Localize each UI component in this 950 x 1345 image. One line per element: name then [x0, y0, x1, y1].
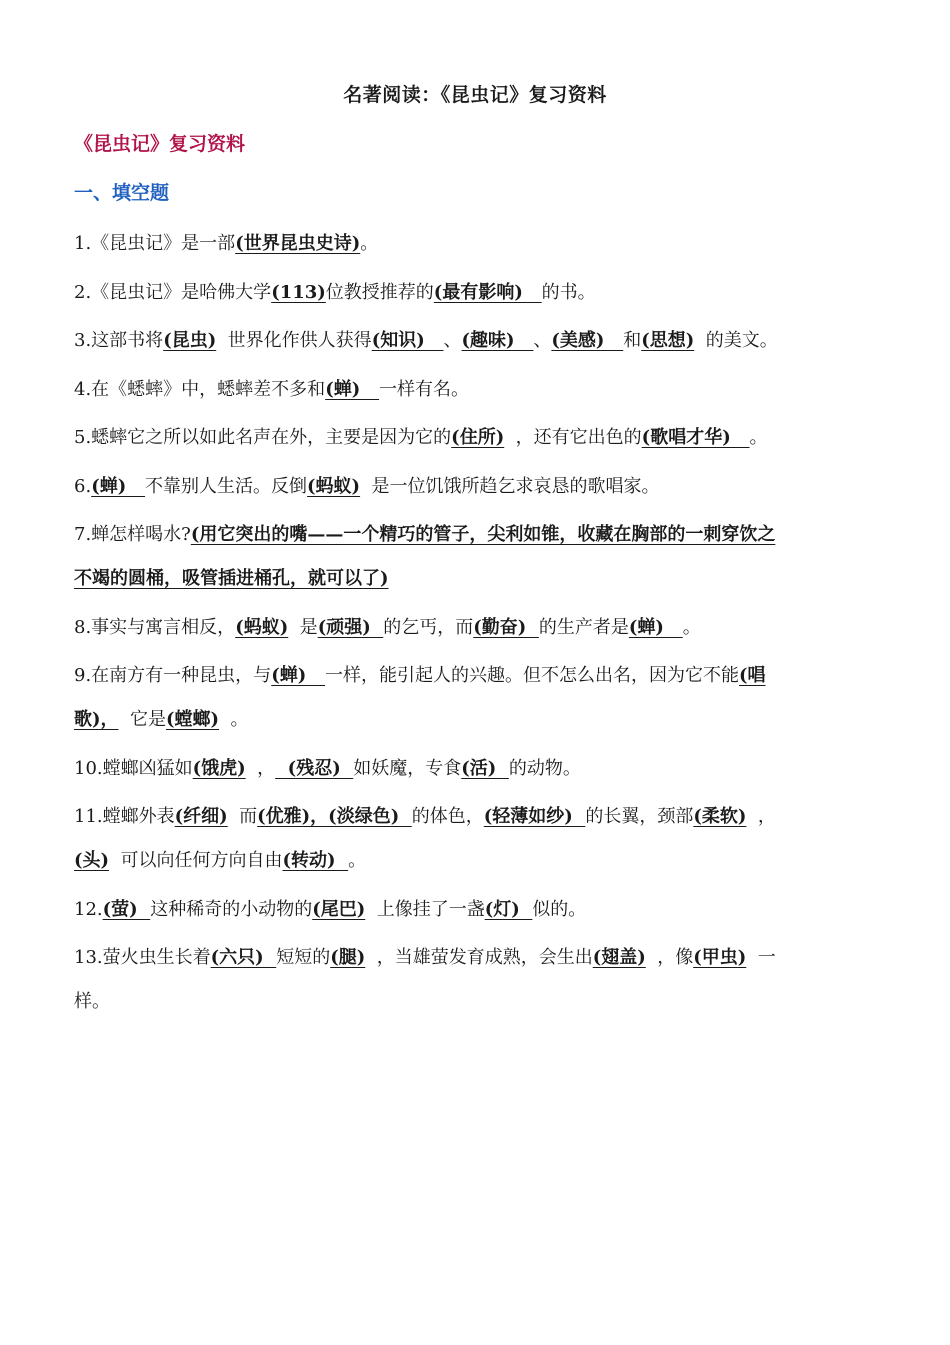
question-text: 一样，能引起人的兴趣。但不怎么出名，因为它不能 — [325, 665, 740, 686]
answer-blank: (趣味) — [461, 330, 534, 351]
answer-blank: (蝉) — [628, 616, 683, 638]
question-text: 不靠别人生活。反倒 — [145, 475, 308, 497]
question-text: 11.螳螂外表 — [74, 806, 175, 827]
question-text: 。 — [360, 233, 379, 254]
answer-blank: (残忍) — [275, 757, 354, 779]
question-text: 、 — [533, 330, 552, 351]
question-text: 一样。 — [74, 947, 776, 1012]
question-text: ，还有它出色的 — [504, 427, 642, 448]
answer-blank: (活) — [461, 757, 509, 779]
answer-blank: (蚂蚁) — [307, 475, 361, 497]
answer-blank: (优雅)，(淡绿色) — [257, 806, 412, 827]
answer-blank: (世界昆虫史诗) — [235, 233, 361, 254]
question-text: 如妖魔，专食 — [353, 757, 462, 779]
question-item — [74, 795, 784, 883]
question-text: 10.螳螂凶猛如 — [74, 757, 193, 779]
question-text: 的书。 — [541, 281, 596, 303]
question-text: 。 — [348, 850, 367, 871]
answer-blank: (饿虎) — [192, 757, 246, 779]
question-item — [74, 271, 784, 315]
question-text: 1.《昆虫记》是一部 — [74, 233, 236, 254]
question-item — [74, 606, 784, 650]
answer-blank: (腿) — [330, 947, 366, 968]
answer-blank: (蝉) — [325, 378, 380, 400]
question-text: 的生产者是 — [538, 616, 629, 638]
answer-blank: (蚂蚁) — [235, 616, 289, 638]
question-text: ，像 — [645, 947, 694, 968]
answer-blank: (轻薄如纱) — [483, 806, 586, 827]
question-text: 3.这部书将 — [74, 330, 164, 351]
question-text: 5.蟋蟀它之所以如此名声在外，主要是因为它的 — [74, 427, 452, 448]
question-text: ，当雄萤发育成熟，会生出 — [365, 947, 593, 968]
answer-blank: (住所) — [451, 427, 505, 448]
question-item — [74, 222, 784, 266]
question-text: 。 — [682, 616, 701, 638]
question-text: 8.事实与寓言相反， — [74, 616, 236, 638]
question-text: 一样有名。 — [379, 378, 470, 400]
answer-blank: (113) — [271, 281, 326, 303]
question-text: 7.蝉怎样喝水? — [74, 524, 191, 545]
answer-blank: (纤细) — [174, 806, 228, 827]
question-list — [74, 222, 784, 1029]
question-text: 是 — [288, 616, 318, 638]
answer-blank: (勤奋) — [473, 616, 539, 638]
question-text: 4.在《蟋蟀》中，蟋蟀差不多和 — [74, 378, 326, 400]
answer-blank: (六只) — [210, 947, 277, 968]
question-text: ， — [245, 757, 276, 779]
question-text: 似的。 — [532, 898, 587, 920]
question-text: ， — [746, 806, 776, 827]
question-text: 它是 — [118, 709, 166, 730]
answer-blank: (歌唱才华) — [641, 427, 750, 448]
question-item — [74, 319, 784, 363]
answer-blank: (顽强) — [317, 616, 384, 638]
answer-blank: (蝉) — [91, 475, 146, 497]
question-text: 而 — [227, 806, 258, 827]
answer-blank: (转动) — [282, 850, 349, 871]
question-item — [74, 513, 784, 601]
question-text: 9.在南方有一种昆虫，与 — [74, 665, 272, 686]
question-text: 上像挂了一盏 — [365, 898, 485, 920]
answer-blank: (最有影响) — [433, 281, 542, 303]
question-text: 6. — [74, 475, 92, 497]
question-item — [74, 368, 784, 412]
question-text: 。 — [219, 709, 249, 730]
answer-blank: (美感) — [551, 330, 624, 351]
answer-blank: (柔软) — [693, 806, 747, 827]
answer-blank: (萤) — [102, 898, 151, 920]
section-heading: 一、填空题 — [74, 182, 170, 204]
question-text: 13.萤火虫生长着 — [74, 947, 211, 968]
question-text: 的美文。 — [694, 330, 778, 351]
question-text: 是一位饥饿所趋乞求哀恳的歌唱家。 — [360, 475, 660, 497]
answer-blank: (螳螂) — [165, 709, 220, 730]
page-title: 名著阅读：《昆虫记》复习资料 — [343, 84, 607, 106]
answer-blank: (蝉) — [271, 665, 326, 686]
question-item — [74, 654, 784, 742]
answer-blank: (唱歌)， — [74, 665, 766, 730]
question-text: 这种稀奇的小动物的 — [150, 898, 313, 920]
question-text: 位教授推荐的 — [325, 281, 434, 303]
answer-blank: (昆虫) — [163, 330, 217, 351]
answer-blank: (灯) — [484, 898, 533, 920]
question-text: 、 — [443, 330, 462, 351]
answer-blank: (头) — [74, 850, 110, 871]
question-item — [74, 888, 784, 932]
answer-blank: (思想) — [641, 330, 695, 351]
question-text: 的长翼，颈部 — [585, 806, 694, 827]
question-text: 。 — [749, 427, 768, 448]
question-text: 世界化作供人获得 — [216, 330, 372, 351]
answer-blank: (用它突出的嘴——一个精巧的管子，尖利如锥，收藏在胸部的一刺穿饮之不竭的圆桶，吸管插进桶孔，就可以了) — [74, 524, 776, 589]
question-text: 和 — [623, 330, 642, 351]
question-item — [74, 936, 784, 1024]
question-item — [74, 747, 784, 791]
question-text: 短短的 — [276, 947, 331, 968]
question-text: 的乞丐，而 — [383, 616, 474, 638]
question-text: 的体色， — [411, 806, 484, 827]
answer-blank: (翅盖) — [592, 947, 646, 968]
answer-blank: (知识) — [371, 330, 444, 351]
question-item — [74, 465, 784, 509]
question-text: 12. — [74, 898, 103, 920]
doc-subtitle: 《昆虫记》复习资料 — [74, 133, 246, 155]
question-item — [74, 416, 784, 460]
question-text: 2.《昆虫记》是哈佛大学 — [74, 281, 272, 303]
answer-blank: (尾巴) — [312, 898, 366, 920]
question-text: 的动物。 — [508, 757, 581, 779]
question-text: 可以向任何方向自由 — [109, 850, 283, 871]
answer-blank: (甲虫) — [693, 947, 747, 968]
